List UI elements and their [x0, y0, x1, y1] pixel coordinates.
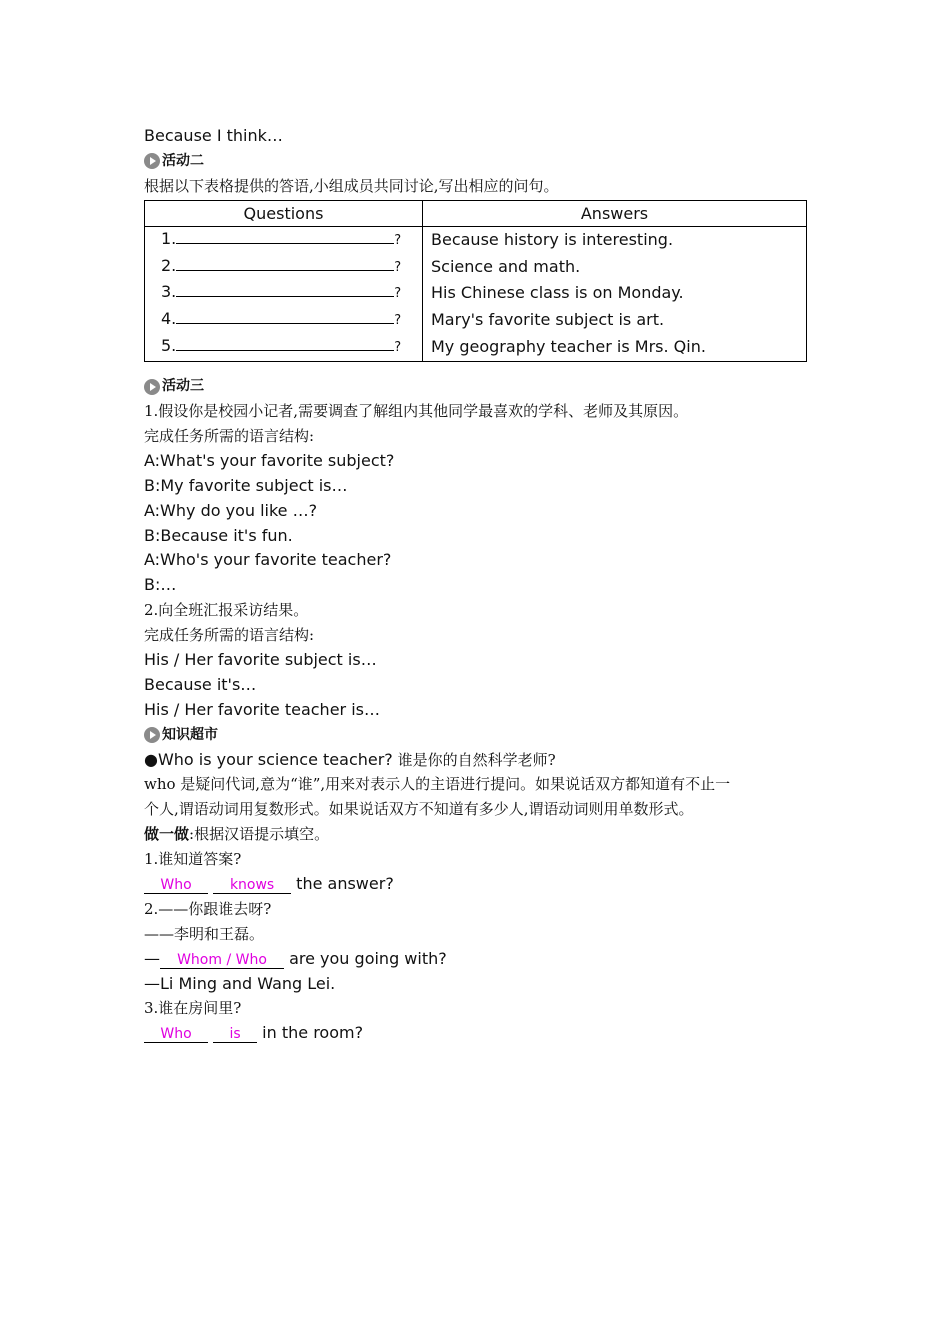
filled-blank[interactable]: Whom / Who: [160, 952, 284, 969]
practice-reply-en: —Li Ming and Wang Lei.: [144, 973, 336, 993]
practice-reply: ——李明和王磊。: [144, 924, 265, 943]
arrow-bullet-icon: [144, 379, 160, 395]
answer-cell: My geography teacher is Mrs. Qin.: [423, 334, 807, 361]
activity3-line: His / Her favorite teacher is…: [144, 699, 380, 719]
table-row: [145, 280, 807, 307]
section-gap: [144, 362, 808, 374]
answer-cell: Science and math.: [423, 254, 807, 281]
activity2-instruction: 根据以下表格提供的答语,小组成员共同讨论,写出相应的问句。: [144, 176, 559, 195]
knowledge-heading: [144, 723, 808, 748]
question-cell: 3. ?: [145, 280, 423, 307]
answer-blank[interactable]: [176, 256, 394, 271]
practice-answer-line: — Whom / Who are you going with?: [144, 948, 447, 968]
table-row: [145, 226, 807, 253]
activity3-line: 完成任务所需的语言结构:: [144, 426, 315, 445]
filled-blank[interactable]: Who: [144, 877, 208, 894]
activity3-line: B:My favorite subject is…: [144, 475, 348, 495]
intro-line: Because I think…: [144, 126, 283, 145]
answer-blank[interactable]: [176, 309, 394, 324]
activity3-line: 2.向全班汇报采访结果。: [144, 601, 309, 620]
practice-question: 3.谁在房间里?: [144, 999, 242, 1018]
practice-answer-line: Who knows the answer?: [144, 872, 808, 897]
question-cell: 2. ?: [145, 254, 423, 281]
answer-cell: Because history is interesting.: [423, 226, 807, 253]
activity3-line: A:Why do you like …?: [144, 500, 318, 520]
answer-blank[interactable]: [176, 336, 394, 351]
questions-header: Questions: [145, 200, 423, 226]
activity3-line: 完成任务所需的语言结构:: [144, 626, 315, 645]
arrow-bullet-icon: [144, 727, 160, 743]
activity3-line: His / Her favorite subject is…: [144, 650, 377, 669]
activity2-heading: [144, 149, 808, 174]
question-cell: 5. ?: [145, 334, 423, 361]
table-row: [145, 254, 807, 281]
practice-instruction: 做一做:根据汉语提示填空。: [144, 825, 330, 844]
knowledge-bullet: ●Who is your science teacher? 谁是你的自然科学老师?: [144, 749, 556, 769]
activity3-line: A:What's your favorite subject?: [144, 450, 395, 470]
question-cell: 1. ?: [145, 226, 423, 253]
activity3-line: A:Who's your favorite teacher?: [144, 550, 392, 570]
answer-blank[interactable]: [176, 229, 394, 244]
filled-blank[interactable]: knows: [213, 877, 291, 894]
question-cell: 4. ?: [145, 307, 423, 334]
table-row: [145, 307, 807, 334]
filled-blank[interactable]: is: [213, 1026, 257, 1043]
answers-header: Answers: [423, 200, 807, 226]
practice-question: 1.谁知道答案?: [144, 850, 242, 869]
qa-table: [144, 200, 807, 363]
activity3-line: 1.假设你是校园小记者,需要调查了解组内其他同学最喜欢的学科、老师及其原因。: [144, 402, 689, 421]
activity3-line: B:…: [144, 575, 177, 595]
answer-blank[interactable]: [176, 282, 394, 297]
table-row: [145, 334, 807, 361]
activity3-heading: [144, 374, 808, 399]
practice-label: 做一做: [144, 825, 190, 844]
activity3-title: 活动三: [162, 378, 204, 395]
activity3-line: B:Because it's fun.: [144, 525, 293, 545]
knowledge-explanation: 个人,谓语动词用复数形式。如果说话双方不知道有多少人,谓语动词则用单数形式。: [144, 800, 694, 819]
answer-cell: Mary's favorite subject is art.: [423, 307, 807, 334]
filled-blank[interactable]: Who: [144, 1026, 208, 1043]
arrow-bullet-icon: [144, 153, 160, 169]
practice-question: 2.——你跟谁去呀?: [144, 899, 272, 918]
knowledge-title: 知识超市: [162, 726, 218, 743]
practice-answer-line: Who is in the room?: [144, 1021, 808, 1046]
knowledge-explanation: who 是疑问代词,意为“谁”,用来对表示人的主语进行提问。如果说话双方都知道有不止一: [144, 775, 731, 794]
answer-cell: His Chinese class is on Monday.: [423, 280, 807, 307]
activity3-line: Because it's…: [144, 674, 257, 694]
document-page: [144, 124, 808, 1046]
activity2-title: 活动二: [162, 152, 204, 169]
